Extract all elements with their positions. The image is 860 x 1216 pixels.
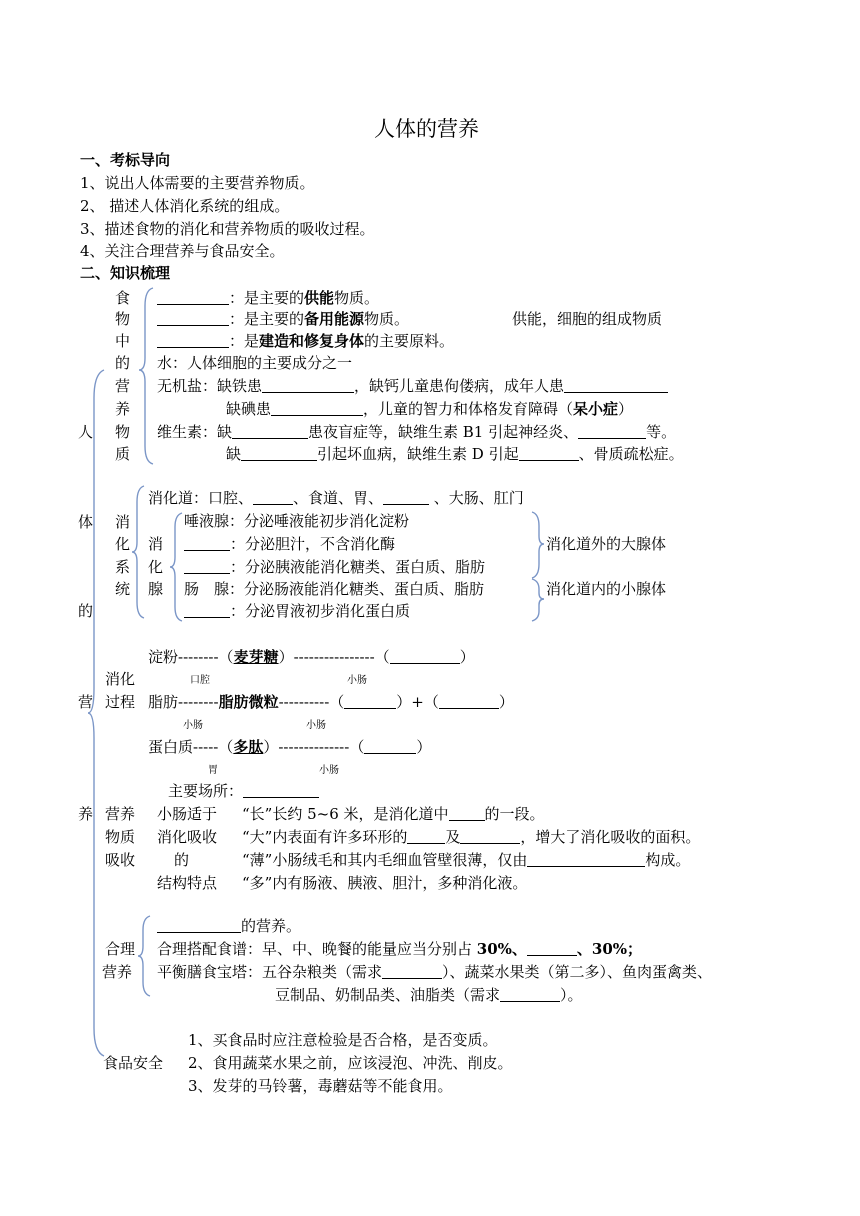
gland-row: 肠 腺：分泌肠液能消化糖类、蛋白质、脂肪 bbox=[184, 580, 485, 598]
nutrient-label-char: 养 bbox=[115, 400, 131, 418]
protein-process-row: 蛋白质-----（多肽）--------------（ ） bbox=[148, 738, 432, 756]
nutrient-label-char: 物 bbox=[115, 310, 131, 328]
section-heading-1: 一、考标导向 bbox=[80, 151, 171, 169]
process-label: 过程 bbox=[105, 693, 136, 711]
structure-label: 消化吸收 bbox=[157, 828, 218, 846]
gland-row: ：分泌胆汁，不含消化酶 bbox=[184, 535, 395, 553]
site-label: 小肠 bbox=[306, 720, 326, 731]
list-item: 2、 描述人体消化系统的组成。 bbox=[80, 197, 290, 215]
answer-blank[interactable] bbox=[527, 941, 577, 956]
carb-row: ：是主要的供能物质。 bbox=[157, 289, 379, 307]
nutrient-label-char: 物 bbox=[115, 423, 131, 441]
small-gland-label: 消化道内的小腺体 bbox=[546, 580, 667, 598]
feature-large: “大”内表面有许多环形的 及 ，增大了消化吸收的面积。 bbox=[242, 828, 701, 846]
feature-many: “多”内有肠液、胰液、胆汁，多种消化液。 bbox=[242, 874, 528, 892]
site-label: 口腔 bbox=[190, 675, 210, 686]
diet-row: 合理搭配食谱：早、中、晚餐的能量应当分别占 30%、 、30%； bbox=[157, 940, 643, 958]
absorption-label: 吸收 bbox=[105, 851, 136, 869]
gland-bracket bbox=[170, 511, 184, 623]
gland-row: ：分泌胰液能消化糖类、蛋白质、脂肪 bbox=[184, 558, 485, 576]
safety-label: 食品安全 bbox=[103, 1054, 164, 1072]
answer-blank[interactable] bbox=[407, 829, 445, 844]
digestive-label-char: 系 bbox=[115, 558, 131, 576]
page-title: 人体的营养 bbox=[374, 117, 479, 141]
outer-label-char: 营 bbox=[78, 693, 94, 711]
answer-blank[interactable] bbox=[500, 987, 560, 1002]
answer-blank[interactable] bbox=[439, 694, 499, 709]
side-note: 供能，细胞的组成物质 bbox=[512, 310, 663, 328]
answer-blank[interactable] bbox=[184, 559, 230, 574]
answer-blank[interactable] bbox=[243, 783, 319, 798]
answer-blank[interactable] bbox=[157, 311, 229, 326]
answer-blank[interactable] bbox=[519, 446, 579, 461]
answer-blank[interactable] bbox=[449, 806, 485, 821]
outer-label-char: 人 bbox=[78, 423, 94, 441]
answer-blank[interactable] bbox=[564, 378, 668, 393]
fat-process-row: 脂肪--------脂肪微粒----------（ ）+（ ） bbox=[148, 693, 514, 711]
outer-label-char: 体 bbox=[78, 513, 94, 531]
starch-row: 淀粉--------（麦芽糖）----------------（ ） bbox=[148, 648, 475, 666]
answer-blank[interactable] bbox=[262, 378, 354, 393]
outer-label-char: 的 bbox=[78, 602, 94, 620]
water-row: 水：人体细胞的主要成分之一 bbox=[157, 354, 353, 372]
structure-label: 小肠适于 bbox=[157, 805, 218, 823]
nutrient-bracket bbox=[139, 286, 155, 466]
diet-row: 豆制品、奶制品类、油脂类（需求 ）。 bbox=[275, 986, 583, 1004]
answer-blank[interactable] bbox=[460, 829, 520, 844]
list-item: 1、说出人体需要的主要营养物质。 bbox=[80, 174, 315, 192]
answer-blank[interactable] bbox=[578, 424, 646, 439]
answer-blank[interactable] bbox=[232, 424, 308, 439]
list-item: 3、描述食物的消化和营养物质的吸收过程。 bbox=[80, 220, 375, 238]
answer-blank[interactable] bbox=[157, 918, 241, 933]
answer-blank[interactable] bbox=[184, 603, 230, 618]
answer-blank[interactable] bbox=[241, 446, 317, 461]
tract-row: 消化道：口腔、 、食道、胃、 、大肠、肛门 bbox=[148, 489, 524, 507]
absorption-label: 营养 bbox=[105, 805, 136, 823]
answer-blank[interactable] bbox=[527, 852, 645, 867]
answer-blank[interactable] bbox=[364, 739, 416, 754]
nutrient-label-char: 质 bbox=[115, 445, 131, 463]
nutrient-label-char: 中 bbox=[115, 332, 131, 350]
diet-bracket bbox=[138, 914, 152, 998]
nutrient-label-char: 食 bbox=[115, 289, 131, 307]
safety-item: 2、食用蔬菜水果之前，应该浸泡、冲洗、削皮。 bbox=[188, 1054, 513, 1072]
main-site-row: 主要场所： bbox=[168, 782, 319, 800]
mineral-row-2: 缺碘患 ，儿童的智力和体格发育障碍（呆小症） bbox=[226, 400, 634, 418]
site-label: 小肠 bbox=[319, 765, 339, 776]
section-heading-2: 二、知识梳理 bbox=[80, 264, 171, 282]
diet-label: 合理 bbox=[105, 940, 136, 958]
answer-blank[interactable] bbox=[344, 694, 396, 709]
structure-label: 结构特点 bbox=[157, 874, 218, 892]
structure-label: 的 bbox=[174, 851, 190, 869]
diet-label: 营养 bbox=[102, 963, 133, 981]
answer-blank[interactable] bbox=[271, 401, 363, 416]
diet-row: 平衡膳食宝塔：五谷杂粮类（需求 ）、蔬菜水果类（第二多）、鱼肉蛋禽类、 bbox=[157, 963, 713, 981]
small-gland-bracket bbox=[530, 577, 544, 623]
gland-row: ：分泌胃液初步消化蛋白质 bbox=[184, 602, 410, 620]
gland-label-char: 消 bbox=[148, 535, 164, 553]
answer-blank[interactable] bbox=[383, 490, 429, 505]
outer-label-char: 养 bbox=[78, 805, 94, 823]
vitamin-row-1: 维生素：缺 患夜盲症等，缺维生素 B1 引起神经炎、 等。 bbox=[157, 423, 677, 441]
site-label: 小肠 bbox=[183, 720, 203, 731]
answer-blank[interactable] bbox=[157, 333, 229, 348]
answer-blank[interactable] bbox=[253, 490, 293, 505]
gland-label-char: 腺 bbox=[148, 580, 164, 598]
site-label: 小肠 bbox=[347, 675, 367, 686]
digestive-label-char: 统 bbox=[115, 580, 131, 598]
digestive-bracket bbox=[132, 484, 146, 620]
feature-long: “长”长约 5~6 米，是消化道中 的一段。 bbox=[242, 805, 545, 823]
nutrient-label-char: 营 bbox=[115, 377, 131, 395]
nutrient-label-char: 的 bbox=[115, 354, 131, 372]
digestive-label-char: 消 bbox=[115, 513, 131, 531]
big-gland-label: 消化道外的大腺体 bbox=[546, 535, 667, 553]
big-gland-bracket bbox=[530, 510, 544, 580]
answer-blank[interactable] bbox=[382, 964, 442, 979]
feature-thin: “薄”小肠绒毛和其内毛细血管壁很薄，仅由 构成。 bbox=[242, 851, 691, 869]
fat-row: ：是主要的备用能源物质。 bbox=[157, 310, 409, 328]
site-label: 胃 bbox=[208, 765, 218, 776]
answer-blank[interactable] bbox=[390, 649, 460, 664]
digestive-label-char: 化 bbox=[115, 535, 131, 553]
answer-blank[interactable] bbox=[184, 536, 230, 551]
gland-row: 唾液腺：分泌唾液能初步消化淀粉 bbox=[184, 512, 410, 530]
safety-item: 1、买食品时应注意检验是否合格，是否变质。 bbox=[188, 1031, 498, 1049]
gland-label-char: 化 bbox=[148, 558, 164, 576]
list-item: 4、关注合理营养与食品安全。 bbox=[80, 242, 285, 260]
diet-row: 的营养。 bbox=[157, 917, 301, 935]
absorption-label: 物质 bbox=[105, 828, 136, 846]
mineral-row-1: 无机盐：缺铁患 ，缺钙儿童患佝偻病，成年人患 bbox=[157, 377, 668, 395]
process-label: 消化 bbox=[105, 670, 136, 688]
protein-row: ：是建造和修复身体的主要原料。 bbox=[157, 332, 454, 350]
vitamin-row-2: 缺 引起坏血病，缺维生素 D 引起 、骨质疏松症。 bbox=[226, 445, 684, 463]
answer-blank[interactable] bbox=[157, 290, 229, 305]
safety-item: 3、发芽的马铃薯，毒蘑菇等不能食用。 bbox=[188, 1077, 453, 1095]
